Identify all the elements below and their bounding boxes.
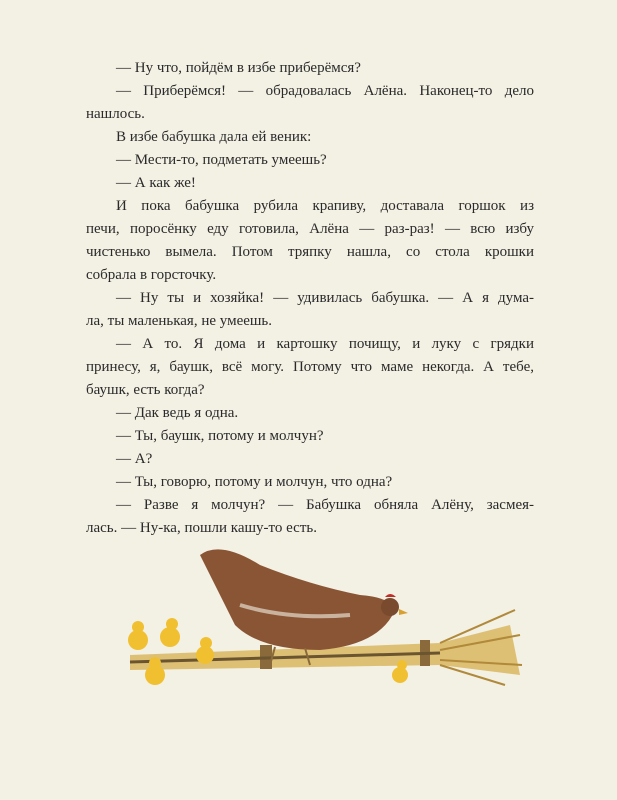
text-line: — Разве я молчун? — Бабушка обняла Алёну, засмея- bbox=[116, 497, 534, 513]
text-line: — Ну ты и хозяйка! — удивилась бабушка. — А я дума- bbox=[116, 290, 534, 306]
text-line: — Ты, баушк, потому и молчун? bbox=[116, 428, 324, 444]
text-line: — Мести-то, подметать умеешь? bbox=[116, 152, 327, 168]
hen-on-broom-illustration bbox=[110, 525, 530, 725]
text-line: — Дак ведь я одна. bbox=[116, 405, 239, 421]
text-line: В избе бабушка дала ей веник: bbox=[116, 129, 312, 145]
text-line: печи, поросёнку еду готовила, Алёна — раз-раз! — всю избу bbox=[86, 221, 534, 237]
text-line: — А то. Я дома и картошку почищу, и луку с грядки bbox=[116, 336, 534, 352]
text-line: — Ты, говорю, потому и молчун, что одна? bbox=[116, 474, 393, 490]
text-line: чистенько вымела. Потом тряпку нашла, со стола крошки bbox=[86, 244, 534, 260]
text-line: — А как же! bbox=[116, 175, 196, 191]
text-line: — Приберёмся! — обрадовалась Алёна. Наконец-то дело bbox=[116, 83, 534, 99]
text-line: ла, ты маленькая, не умеешь. bbox=[86, 313, 273, 329]
text-line: — А? bbox=[116, 451, 153, 467]
text-line: нашлось. bbox=[86, 106, 145, 122]
text-line: баушк, есть когда? bbox=[86, 382, 205, 398]
text-line: лась. — Ну-ка, пошли кашу-то есть. bbox=[86, 520, 317, 536]
text-line: собрала в горсточку. bbox=[86, 267, 217, 283]
text-line: — Ну что, пойдём в избе приберёмся? bbox=[116, 60, 361, 76]
story-text bbox=[86, 57, 534, 540]
text-line: принесу, я, баушк, всё могу. Потому что маме некогда. А тебе, bbox=[86, 359, 534, 375]
text-line: И пока бабушка рубила крапиву, доставала горшок из bbox=[116, 198, 534, 214]
